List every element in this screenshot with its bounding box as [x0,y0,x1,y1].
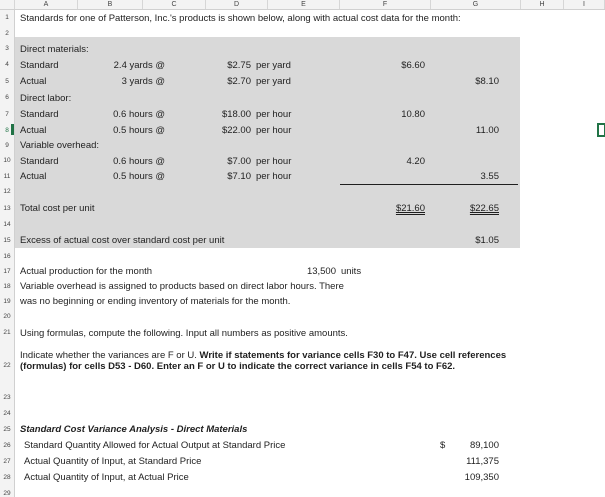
row-number[interactable]: 3 [5,45,9,52]
column-header-a[interactable]: A [15,0,78,9]
row-number[interactable]: 20 [3,313,11,320]
production-value[interactable]: 13,500 [306,266,336,277]
vo-standard-label[interactable]: Standard [20,156,59,167]
row-number[interactable]: 5 [5,78,9,85]
selected-cell[interactable] [597,123,605,137]
dl-actual-unit[interactable]: per hour [256,125,292,136]
dl-standard-label[interactable]: Standard [20,109,59,120]
note-line[interactable]: Variable overhead is assigned to products based on direct labor hours. There [20,281,344,292]
select-all-corner[interactable] [0,0,15,9]
row-number[interactable]: 26 [3,442,11,449]
production-label[interactable]: Actual production for the month [20,266,153,277]
analysis-row-label[interactable]: Actual Quantity of Input, at Standard Price [24,456,202,467]
dl-standard-price[interactable]: $18.00 [221,109,251,120]
row-number[interactable]: 7 [5,111,9,118]
production-unit[interactable]: units [341,266,362,277]
dl-actual-price[interactable]: $22.00 [221,125,251,136]
total-standard-cost[interactable]: $21.60 [395,203,425,214]
vo-actual-unit[interactable]: per hour [256,171,292,182]
title-text[interactable]: Standards for one of Patterson, Inc.'s products is shown below, along with actual cost data for the month: [20,13,461,24]
dm-standard-unit[interactable]: per yard [256,60,291,71]
column-header-e[interactable]: E [268,0,340,9]
column-header-g[interactable]: G [431,0,521,9]
row-number[interactable]: 4 [5,61,9,68]
column-header-b[interactable]: B [78,0,143,9]
dl-actual-label[interactable]: Actual [20,125,47,136]
dm-standard-price[interactable]: $2.75 [227,60,251,71]
column-header-h[interactable]: H [521,0,564,9]
instruction-text[interactable]: Using formulas, compute the following. Input all numbers as positive amounts. [20,328,348,339]
column-header-d[interactable]: D [206,0,268,9]
column-header-f[interactable]: F [340,0,431,9]
column-header-i[interactable]: I [564,0,605,9]
column-header-c[interactable]: C [143,0,206,9]
row-number[interactable]: 16 [3,253,11,260]
row-number[interactable]: 6 [5,94,9,101]
analysis-row-value[interactable]: 111,375 [466,456,499,467]
row-number[interactable]: 19 [3,298,11,305]
dl-standard-cost[interactable]: 10.80 [401,109,425,120]
direct-materials-heading[interactable]: Direct materials: [20,44,89,55]
dm-standard-label[interactable]: Standard [20,60,59,71]
currency-symbol: $ [440,440,446,451]
row-number[interactable]: 21 [3,329,11,336]
row-number[interactable]: 14 [3,221,11,228]
analysis-row-label[interactable]: Actual Quantity of Input, at Actual Price [24,472,189,483]
vo-standard-qty[interactable]: 0.6 hours @ [113,156,165,167]
row-number[interactable]: 1 [5,14,9,21]
row-number[interactable]: 15 [3,237,11,244]
row-number[interactable]: 13 [3,205,11,212]
row-number[interactable]: 17 [3,268,11,275]
direct-labor-heading[interactable]: Direct labor: [20,93,72,104]
analysis-title[interactable]: Standard Cost Variance Analysis - Direct Materials [20,424,248,435]
dm-actual-qty[interactable]: 3 yards @ [121,76,165,87]
variable-overhead-heading[interactable]: Variable overhead: [20,140,100,151]
vo-actual-qty[interactable]: 0.5 hours @ [113,171,165,182]
row-number[interactable]: 10 [3,157,11,164]
total-cost-label[interactable]: Total cost per unit [20,203,95,214]
row-number[interactable]: 28 [3,474,11,481]
row-number[interactable]: 2 [5,30,9,37]
subtotal-underline [340,184,518,185]
row-number[interactable]: 22 [3,362,11,369]
row-number[interactable]: 27 [3,458,11,465]
dm-actual-label[interactable]: Actual [20,76,47,87]
row-number[interactable]: 25 [3,426,11,433]
analysis-row-label[interactable]: Standard Quantity Allowed for Actual Output at Standard Price [24,440,286,451]
row-number[interactable]: 18 [3,283,11,290]
analysis-row-value[interactable]: 109,350 [464,472,499,483]
dm-actual-price[interactable]: $2.70 [227,76,251,87]
vo-actual-label[interactable]: Actual [20,171,47,182]
vo-standard-price[interactable]: $7.00 [227,156,251,167]
note-line[interactable]: was no beginning or ending inventory of materials for the month. [20,296,291,307]
row-number[interactable]: 9 [5,142,9,149]
row-number[interactable]: 29 [3,490,11,497]
row-number[interactable]: 12 [3,188,11,195]
dl-actual-cost[interactable]: 11.00 [475,125,499,136]
vo-actual-cost[interactable]: 3.55 [480,171,499,182]
analysis-row-value[interactable]: 89,100 [469,440,499,451]
dm-actual-unit[interactable]: per yard [256,76,291,87]
row-number[interactable]: 11 [3,173,11,180]
vo-actual-price[interactable]: $7.10 [227,171,251,182]
dm-actual-cost[interactable]: $8.10 [475,76,499,87]
dl-standard-qty[interactable]: 0.6 hours @ [113,109,165,120]
vo-standard-cost[interactable]: 4.20 [406,156,425,167]
row-number[interactable]: 8 [5,127,9,134]
excess-label[interactable]: Excess of actual cost over standard cost per unit [20,235,225,246]
instruction-bold: Write if statements for variance cells F30 to F47. Use cell references (formulas) for cells D53 - D60. Enter an F or U to indicate the correct variance in cells F54 to F62. [20,350,507,372]
row-number[interactable]: 23 [3,394,11,401]
total-actual-cost[interactable]: $22.65 [469,203,499,214]
dl-actual-qty[interactable]: 0.5 hours @ [113,125,165,136]
dm-standard-qty[interactable]: 2.4 yards @ [113,60,165,71]
instruction-paragraph[interactable] [20,350,515,372]
dm-standard-cost[interactable]: $6.60 [401,60,425,71]
instruction-plain: Indicate whether the variances are F or U. [20,350,200,361]
excess-value[interactable]: $1.05 [475,235,499,246]
row-number[interactable]: 24 [3,410,11,417]
vo-standard-unit[interactable]: per hour [256,156,292,167]
dl-standard-unit[interactable]: per hour [256,109,292,120]
